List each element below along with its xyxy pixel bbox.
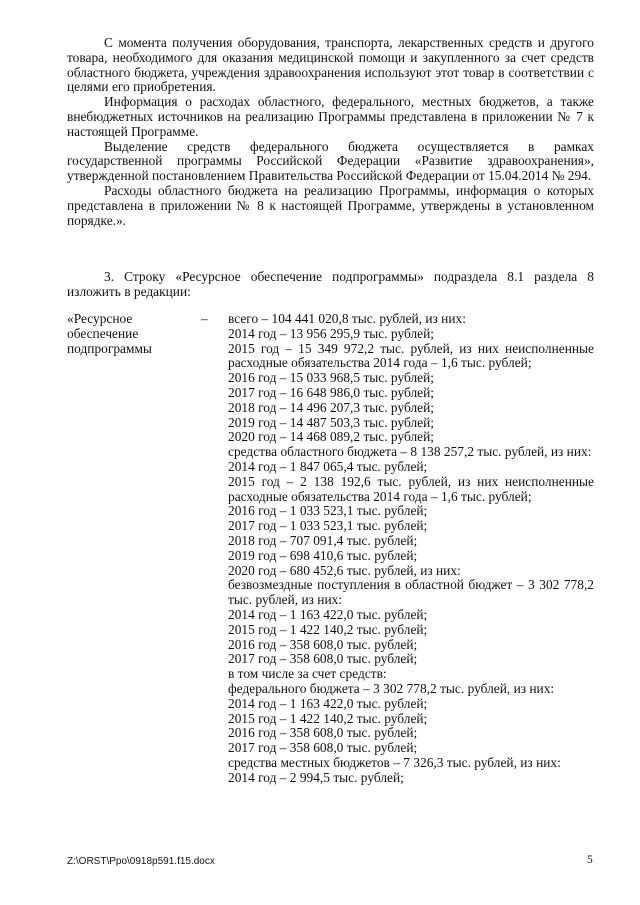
- resource-entry: средства областного бюджета – 8 138 257,2 тыс. рублей, из них:: [228, 444, 592, 460]
- section-heading: 3. Строку «Ресурсное обеспечение подпрограммы» подраздела 8.1 раздела 8 изложить в редакции:: [67, 269, 594, 299]
- resource-entry: всего – 104 441 020,8 тыс. рублей, из них:: [228, 311, 466, 326]
- resource-entry: 2014 год – 1 847 065,4 тыс. рублей;: [228, 458, 428, 474]
- resource-entry: 2014 год – 1 163 422,0 тыс. рублей;: [228, 695, 428, 711]
- resource-entry: 2019 год – 14 487 503,3 тыс. рублей;: [228, 414, 434, 430]
- resource-entry: средства местных бюджетов – 7 326,3 тыс. рублей, из них:: [228, 754, 561, 770]
- footer-file-path: Z:\ORST\Ppo\0918p591.f15.docx: [67, 856, 215, 867]
- resource-entry: 2015 год – 1 422 140,2 тыс. рублей;: [228, 621, 428, 637]
- resource-entry: 2016 год – 15 033 968,5 тыс. рублей;: [228, 370, 434, 386]
- resource-entry: 2015 год – 1 422 140,2 тыс. рублей;: [228, 710, 428, 726]
- page-number: 5: [587, 854, 593, 866]
- resource-entry: федерального бюджета – 3 302 778,2 тыс. рублей, из них:: [228, 680, 555, 696]
- intro-paragraphs: [67, 36, 594, 228]
- resource-entry: 2016 год – 358 608,0 тыс. рублей;: [228, 636, 418, 652]
- resource-entry: 2017 год – 16 648 986,0 тыс. рублей;: [228, 384, 434, 400]
- resource-label-line: обеспечение: [67, 325, 139, 341]
- resource-entry: 2017 год – 1 033 523,1 тыс. рублей;: [228, 518, 428, 534]
- label-dash: –: [201, 311, 208, 326]
- resource-entry: 2018 год – 14 496 207,3 тыс. рублей;: [228, 399, 434, 415]
- resource-entry: в том числе за счет средств:: [228, 666, 387, 682]
- resource-entry: безвозмездные поступления в областной бюджет – 3 302 778,2 тыс. рублей, из них:: [228, 577, 594, 608]
- section-instruction: [67, 270, 594, 300]
- paragraph-equipment-usage: С момента получения оборудования, транспорта, лекарственных средств и другого товара, необходимого для оказания медицинской помощи и закупленного за счет средств областного бюджета, учреждения здравоохранения используют этот товар в соответствии с целями его приобретения.: [67, 35, 594, 95]
- resource-entries: [228, 312, 594, 786]
- resource-entry: 2019 год – 698 410,6 тыс. рублей;: [228, 547, 418, 563]
- resource-entry: 2020 год – 680 452,6 тыс. рублей, из них:: [228, 562, 461, 578]
- paragraph-regional-expenses: Расходы областного бюджета на реализацию Программы, информация о которых представлена в приложении № 8 к настоящей Программе, утверждены в установленном порядке.».: [67, 182, 594, 228]
- paragraph-federal-funds: Выделение средств федерального бюджета осуществляется в рамках государственной программы Российской Федерации «Развитие здравоохранения», утвержденной постановлением Правительства Российской Федерации от 15.04.2014 № 294.: [67, 138, 594, 184]
- resource-entry: 2014 год – 1 163 422,0 тыс. рублей;: [228, 606, 428, 622]
- resource-entry: 2020 год – 14 468 089,2 тыс. рублей;: [228, 429, 434, 445]
- resource-entry: 2015 год – 2 138 192,6 тыс. рублей, из них неисполненные расходные обязательства 2014 года – 1,6 тыс. рублей;: [228, 473, 594, 504]
- resource-entry: 2017 год – 358 608,0 тыс. рублей;: [228, 651, 418, 667]
- resource-entry: 2018 год – 707 091,4 тыс. рублей;: [228, 532, 418, 548]
- resource-entry: 2014 год – 2 994,5 тыс. рублей;: [228, 769, 404, 785]
- resource-entry: 2015 год – 15 349 972,2 тыс. рублей, из них неисполненные расходные обязательства 2014 года – 1,6 тыс. рублей;: [228, 340, 594, 371]
- resource-entry: 2016 год – 1 033 523,1 тыс. рублей;: [228, 503, 428, 519]
- resource-entry: 2017 год – 358 608,0 тыс. рублей;: [228, 740, 418, 756]
- paragraph-budget-information: Информация о расходах областного, федерального, местных бюджетов, а также внебюджетных источников на реализацию Программы представлена в приложении № 7 к настоящей Программе.: [67, 94, 594, 139]
- resource-label-line: подпрограммы: [67, 340, 152, 356]
- resource-label-line: «Ресурсное: [67, 311, 133, 326]
- resource-entry: 2016 год – 358 608,0 тыс. рублей;: [228, 725, 418, 741]
- resource-entry: 2014 год – 13 956 295,9 тыс. рублей;: [228, 325, 434, 341]
- resource-label: [67, 312, 187, 356]
